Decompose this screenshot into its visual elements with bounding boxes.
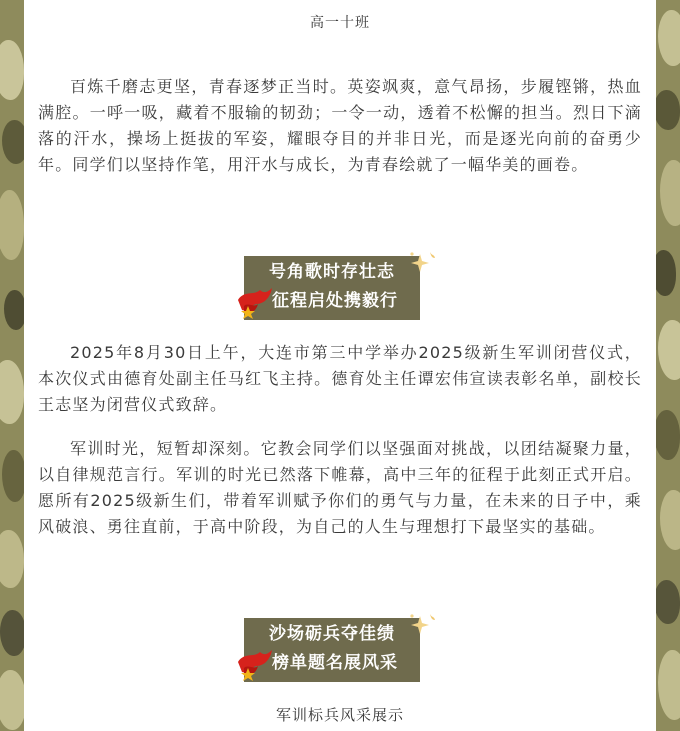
section-heading-2-line2: 榜单题名展风采 xyxy=(272,653,398,673)
red-flag-star-icon xyxy=(234,648,274,684)
intro-paragraph: 百炼千磨志更坚，青春逐梦正当时。英姿飒爽，意气昂扬，步履铿锵，热血满腔。一呼一吸，藏着不服输的韧劲；一令一动，透着不松懈的担当。烈日下滴落的汗水，操场上挺拔的军姿，耀眼夺目的并非日光，而是逐光向前的奋勇少年。同学们以坚持作笔，用汗水与成长，为青春绘就了一幅华美的画卷。 xyxy=(38,77,642,174)
red-flag-star-icon xyxy=(234,286,274,322)
article-body xyxy=(24,0,656,731)
section1-paragraph1: 2025年8月30日上午，大连市第三中学举办2025级新生军训闭营仪式，本次仪式由德育处副主任马红飞主持。德育处主任谭宏伟宣读表彰名单，副校长王志坚为闭营仪式致辞。 xyxy=(38,343,642,414)
section-heading-1-line2: 征程启处携毅行 xyxy=(272,291,398,311)
camo-border-left xyxy=(0,0,24,731)
sparkle-icon xyxy=(406,250,436,276)
image-caption: 军训标兵风采展示 xyxy=(275,706,404,724)
camo-border-right xyxy=(656,0,680,731)
sparkle-icon xyxy=(406,612,436,638)
class-name: 高一十班 xyxy=(310,15,370,31)
section-heading-2 xyxy=(234,618,444,708)
section-heading-2-line1: 沙场砺兵夺佳绩 xyxy=(269,624,395,644)
section1-paragraph2: 军训时光，短暂却深刻。它教会同学们以坚强面对挑战，以团结凝聚力量，以自律规范言行。军训的时光已然落下帷幕，高中三年的征程于此刻正式开启。愿所有2025级新生们，带着军训赋予你们的勇气与力量，在未来的日子中，乘风破浪、勇往直前，于高中阶段，为自己的人生与理想打下最坚实的基础。 xyxy=(38,439,642,536)
section-heading-1-line1: 号角歌时存壮志 xyxy=(269,262,395,282)
section-heading-1 xyxy=(234,256,444,346)
